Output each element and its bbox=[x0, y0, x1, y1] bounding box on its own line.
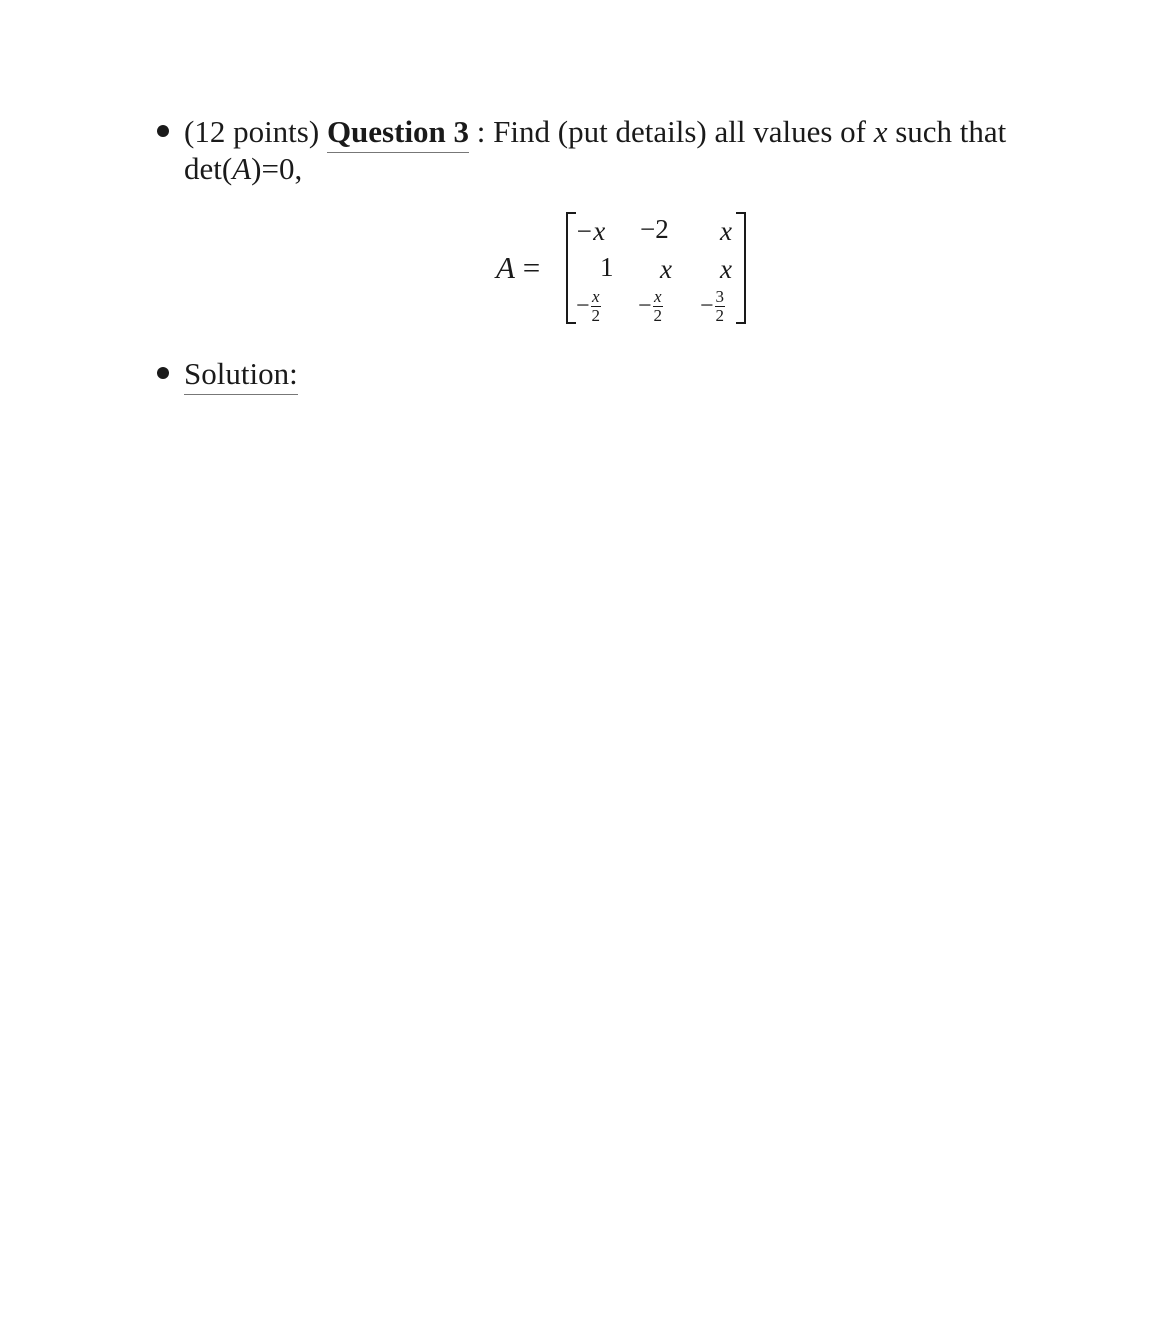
matrix-cell-r1c1: −x bbox=[575, 216, 606, 246]
question-line-2 bbox=[184, 153, 302, 184]
frac-sign: − bbox=[576, 293, 590, 320]
question-prompt-start: Find (put details) all values of bbox=[493, 114, 866, 149]
condition-var: A bbox=[232, 151, 252, 186]
question-prompt-end: such that bbox=[895, 114, 1007, 149]
question-points: (12 points) bbox=[184, 114, 320, 149]
frac-numerator: 3 bbox=[715, 287, 725, 306]
bullet-solution bbox=[157, 367, 169, 379]
matrix-cell-r3c1 bbox=[576, 288, 601, 325]
question-separator: : bbox=[476, 114, 486, 149]
solution-label: Solution: bbox=[184, 356, 298, 395]
solution-line bbox=[184, 358, 298, 389]
question-line-1 bbox=[184, 116, 1006, 147]
matrix-cell-r3c3 bbox=[700, 288, 725, 325]
frac-denominator: 2 bbox=[715, 305, 725, 325]
frac-numerator: x bbox=[592, 287, 600, 306]
fraction bbox=[653, 288, 664, 325]
matrix-cell-r2c3: x bbox=[720, 254, 732, 284]
matrix-label bbox=[496, 250, 540, 286]
matrix-cell-r1c3: x bbox=[720, 216, 732, 246]
matrix-equation bbox=[496, 212, 756, 324]
matrix-cell-r3c2 bbox=[638, 288, 663, 325]
frac-numerator: x bbox=[654, 287, 662, 306]
frac-sign: − bbox=[700, 293, 714, 320]
condition-prefix: det( bbox=[184, 151, 233, 186]
matrix-cell-r1c2: −2 bbox=[640, 214, 669, 244]
matrix-name: A bbox=[496, 250, 515, 285]
question-variable: x bbox=[873, 114, 888, 149]
frac-sign: − bbox=[638, 293, 652, 320]
fraction bbox=[591, 288, 602, 325]
fraction bbox=[715, 288, 726, 325]
question-title: Question 3 bbox=[327, 114, 469, 153]
condition-suffix: )=0, bbox=[251, 151, 303, 186]
matrix-equals: = bbox=[522, 250, 541, 285]
bullet-question bbox=[157, 125, 169, 137]
matrix-cell-r2c1: 1 bbox=[600, 252, 614, 282]
frac-denominator: 2 bbox=[591, 305, 601, 325]
frac-denominator: 2 bbox=[653, 305, 663, 325]
matrix-right-bracket bbox=[736, 212, 746, 324]
matrix-cell-r2c2: x bbox=[660, 254, 672, 284]
